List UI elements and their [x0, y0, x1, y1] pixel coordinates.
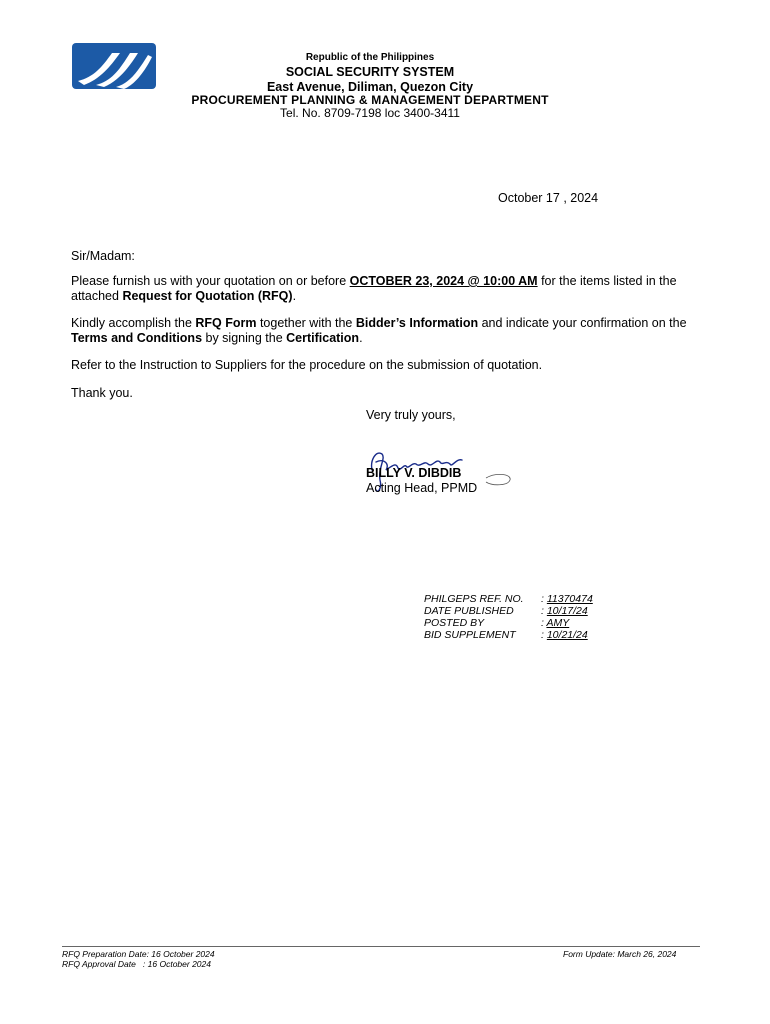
header-address: East Avenue, Diliman, Quezon City — [266, 80, 474, 94]
deadline: OCTOBER 23, 2024 @ 10:00 AM — [349, 274, 538, 288]
signer-title: Acting Head, PPMD — [366, 481, 478, 495]
footer-dates — [62, 949, 215, 969]
footer-divider — [62, 946, 700, 947]
salutation: Sir/Madam: — [71, 249, 135, 263]
closing: Very truly yours, — [366, 408, 456, 422]
form-update: Form Update: March 26, 2024 — [563, 949, 677, 959]
header-telephone: Tel. No. 8709-7198 loc 3400-3411 — [280, 106, 460, 120]
paragraph-quotation-request: Please furnish us with your quotation on or before OCTOBER 23, 2024 @ 10:00 AM for the items listed in the attached Request for Quotation (RFQ). — [71, 274, 677, 303]
signer-name: BILLY V. DIBDIB — [366, 466, 462, 480]
rfq-preparation-date: RFQ Preparation Date: 16 October 2024 — [62, 949, 215, 959]
header-agency: SOCIAL SECURITY SYSTEM — [285, 65, 455, 79]
letter-date: October 17 , 2024 — [498, 191, 599, 205]
rfq-reference: Request for Quotation (RFQ) — [122, 289, 293, 303]
rfq-approval-date: RFQ Approval Date : 16 October 2024 — [62, 959, 211, 969]
paragraph-instructions: Kindly accomplish the RFQ Form together with the Bidder’s Information and indicate your confirmation on the Terms and Conditions by signing the Certification. — [71, 316, 687, 345]
ref-row-date-published: DATE PUBLISHED : 10/17/24 — [424, 605, 588, 617]
header-department: PROCUREMENT PLANNING & MANAGEMENT DEPARTMENT — [191, 93, 549, 107]
ref-row-posted-by: POSTED BY : AMY — [424, 617, 570, 629]
paragraph-refer: Refer to the Instruction to Suppliers for the procedure on the submission of quotation. — [71, 358, 543, 372]
thank-you: Thank you. — [71, 386, 133, 400]
header-republic: Republic of the Philippines — [305, 52, 435, 63]
ref-row-bid-supplement: BID SUPPLEMENT : 10/21/24 — [424, 629, 588, 641]
ref-row-philgeps: PHILGEPS REF. NO. : 11370474 — [424, 593, 593, 605]
reference-block — [424, 593, 593, 641]
